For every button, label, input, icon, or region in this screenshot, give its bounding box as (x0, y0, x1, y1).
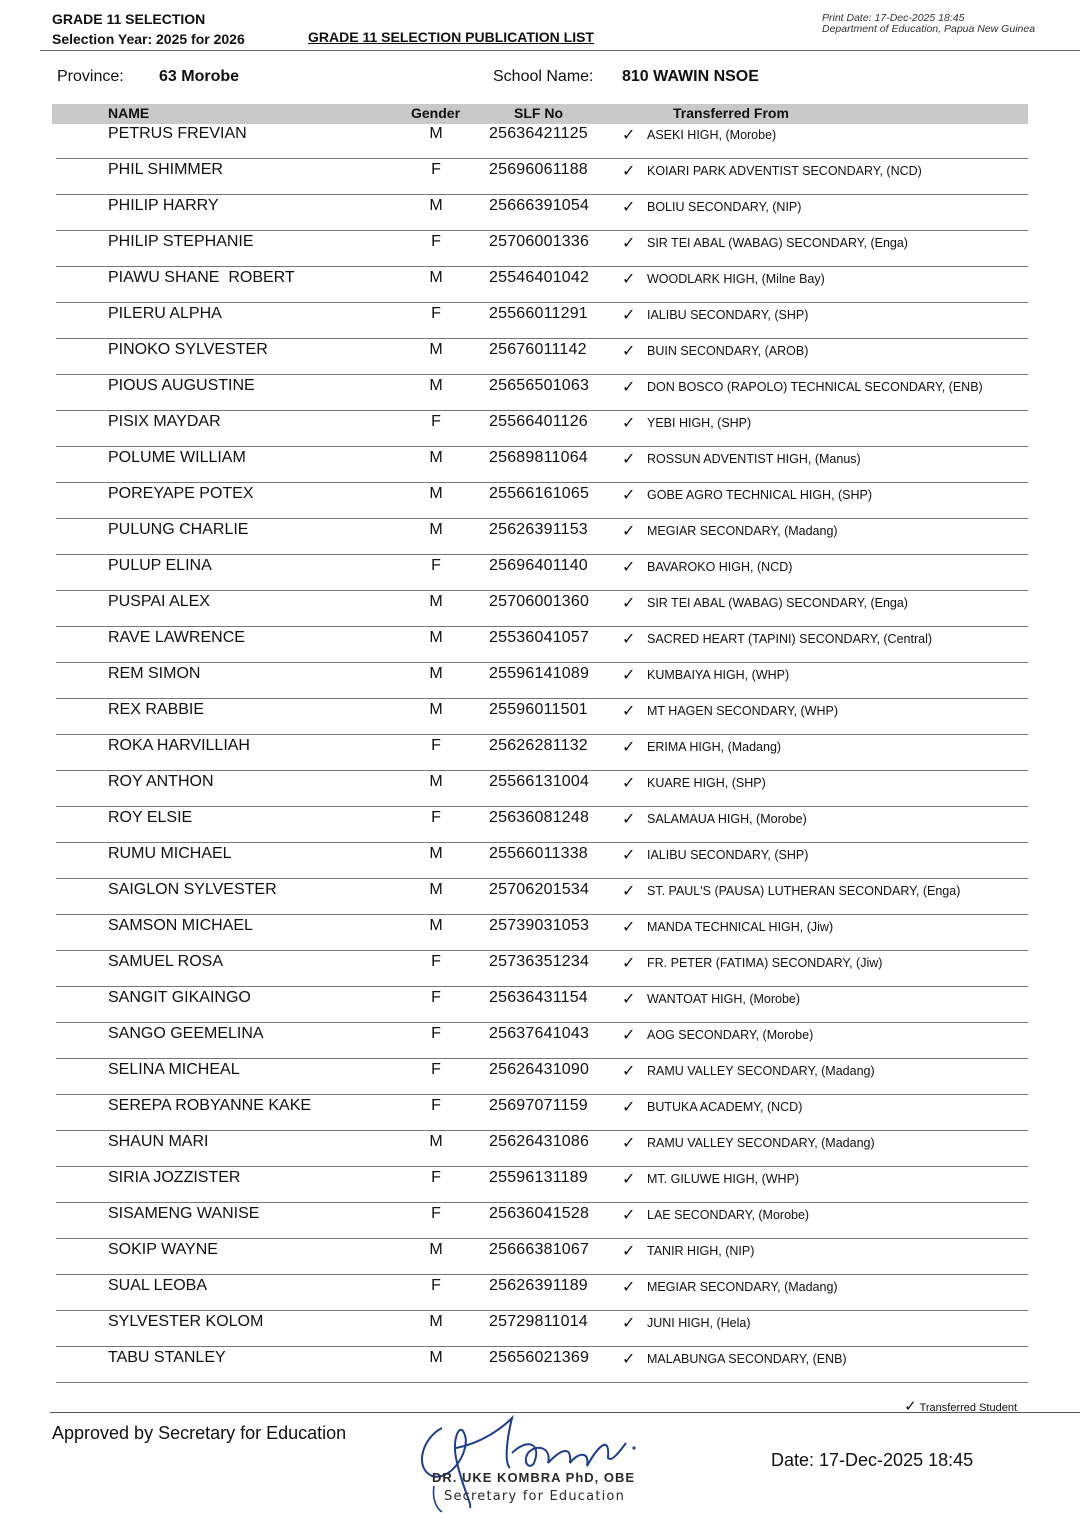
check-icon: ✓ (622, 811, 636, 828)
student-slf-number: 25666391054 (489, 197, 590, 214)
transferred-from: IALIBU SECONDARY, (SHP) (647, 308, 809, 322)
check-icon: ✓ (622, 559, 636, 576)
table-row (0, 1167, 1080, 1203)
student-slf-number: 25636081248 (489, 809, 590, 826)
check-icon: ✓ (622, 883, 636, 900)
table-row (0, 951, 1080, 987)
student-name: SIRIA JOZZISTER (108, 1169, 241, 1186)
student-gender: M (429, 845, 443, 862)
table-row (0, 591, 1080, 627)
student-name: ROKA HARVILLIAH (108, 737, 250, 754)
student-name: RAVE LAWRENCE (108, 629, 245, 646)
student-slf-number: 25697071159 (489, 1097, 588, 1114)
department-name: Department of Education, Papua New Guinea (822, 23, 1036, 35)
student-gender: F (431, 305, 441, 322)
header-divider (40, 50, 1080, 51)
student-gender: F (431, 1097, 441, 1114)
transferred-from: KOIARI PARK ADVENTIST SECONDARY, (NCD) (647, 164, 922, 178)
check-icon: ✓ (622, 1315, 636, 1332)
student-slf-number: 25636041528 (489, 1205, 590, 1222)
student-name: PHIL SHIMMER (108, 161, 223, 178)
approved-by: Approved by Secretary for Education (52, 1423, 347, 1443)
student-name: SAMUEL ROSA (108, 953, 223, 970)
student-slf-number: 25626391189 (489, 1277, 588, 1294)
column-header-gender: Gender (411, 105, 461, 121)
student-gender: M (429, 629, 443, 646)
student-gender: M (429, 125, 443, 142)
table-row (0, 555, 1080, 591)
check-icon: ✓ (622, 523, 636, 540)
student-name: POREYAPE POTEX (108, 485, 254, 502)
student-name: PULUP ELINA (108, 557, 212, 574)
student-gender: F (431, 737, 441, 754)
check-icon: ✓ (622, 1279, 636, 1296)
header-right (822, 13, 1044, 35)
check-icon: ✓ (622, 1099, 636, 1116)
student-table (0, 123, 1080, 1383)
table-row (0, 1059, 1080, 1095)
transferred-from: SIR TEI ABAL (WABAG) SECONDARY, (Enga) (647, 596, 908, 610)
check-icon: ✓ (622, 1027, 636, 1044)
student-gender: F (431, 557, 441, 574)
approval-date: Date: 17-Dec-2025 18:45 (771, 1450, 974, 1470)
student-name: POLUME WILLIAM (108, 449, 246, 466)
transferred-from: BUIN SECONDARY, (AROB) (647, 344, 809, 358)
table-row (0, 195, 1080, 231)
transferred-from: ASEKI HIGH, (Morobe) (647, 128, 777, 142)
student-name: REM SIMON (108, 665, 201, 682)
transferred-from: SIR TEI ABAL (WABAG) SECONDARY, (Enga) (647, 236, 908, 250)
selection-year: Selection Year: 2025 for 2026 (52, 31, 245, 47)
student-slf-number: 25656501063 (489, 377, 590, 394)
transferred-from: MALABUNGA SECONDARY, (ENB) (647, 1352, 847, 1366)
table-row (0, 447, 1080, 483)
student-name: PHILIP STEPHANIE (108, 233, 254, 250)
transferred-from: MEGIAR SECONDARY, (Madang) (647, 1280, 838, 1294)
student-slf-number: 25536041057 (489, 629, 590, 646)
transferred-from: MEGIAR SECONDARY, (Madang) (647, 524, 838, 538)
table-row (0, 1311, 1080, 1347)
column-header-transferred-from: Transferred From (673, 105, 789, 121)
student-name: PETRUS FREVIAN (108, 125, 247, 142)
grade-selection-heading: GRADE 11 SELECTION (52, 11, 206, 27)
transferred-from: BUTUKA ACADEMY, (NCD) (647, 1100, 803, 1114)
check-icon: ✓ (622, 199, 636, 216)
transferred-from: BAVAROKO HIGH, (NCD) (647, 560, 793, 574)
table-row (0, 915, 1080, 951)
student-gender: F (431, 1169, 441, 1186)
table-header (52, 104, 1028, 124)
check-icon: ✓ (622, 739, 636, 756)
table-row (0, 303, 1080, 339)
transferred-from: ST. PAUL'S (PAUSA) LUTHERAN SECONDARY, (Enga) (647, 884, 961, 898)
table-row (0, 483, 1080, 519)
check-icon: ✓ (622, 847, 636, 864)
table-row (0, 1275, 1080, 1311)
student-name: SANGIT GIKAINGO (108, 989, 251, 1006)
transferred-from: AOG SECONDARY, (Morobe) (647, 1028, 814, 1042)
column-header-slf: SLF No (514, 105, 563, 121)
student-slf-number: 25596011501 (489, 701, 588, 718)
student-name: SELINA MICHEAL (108, 1061, 240, 1078)
student-gender: M (429, 701, 443, 718)
student-gender: F (431, 989, 441, 1006)
student-gender: M (429, 917, 443, 934)
table-row (0, 627, 1080, 663)
student-slf-number: 25566161065 (489, 485, 590, 502)
student-name: ROY ANTHON (108, 773, 214, 790)
student-slf-number: 25626391153 (489, 521, 588, 538)
student-name: SUAL LEOBA (108, 1277, 208, 1294)
transferred-from: IALIBU SECONDARY, (SHP) (647, 848, 809, 862)
check-icon: ✓ (622, 1351, 636, 1368)
student-gender: F (431, 1025, 441, 1042)
student-gender: F (431, 161, 441, 178)
student-name: SAMSON MICHAEL (108, 917, 253, 934)
table-row (0, 879, 1080, 915)
signatory-title: Secretary for Education (444, 1489, 626, 1504)
check-icon: ✓ (622, 1135, 636, 1152)
transferred-from: KUMBAIYA HIGH, (WHP) (647, 668, 790, 682)
check-icon: ✓ (622, 775, 636, 792)
student-gender: M (429, 773, 443, 790)
transferred-from: MT. GILUWE HIGH, (WHP) (647, 1172, 800, 1186)
student-slf-number: 25689811064 (489, 449, 588, 466)
student-slf-number: 25666381067 (489, 1241, 590, 1258)
transferred-from: TANIR HIGH, (NIP) (647, 1244, 755, 1258)
student-gender: M (429, 881, 443, 898)
student-gender: F (431, 1061, 441, 1078)
transferred-from: GOBE AGRO TECHNICAL HIGH, (SHP) (647, 488, 873, 502)
transferred-from: YEBI HIGH, (SHP) (647, 416, 752, 430)
student-slf-number: 25626281132 (489, 737, 588, 754)
student-slf-number: 25566011291 (489, 305, 588, 322)
header-left (52, 9, 245, 49)
check-icon: ✓ (622, 235, 636, 252)
check-icon: ✓ (904, 1398, 917, 1415)
student-slf-number: 25656021369 (489, 1349, 590, 1366)
table-row (0, 1131, 1080, 1167)
check-icon: ✓ (622, 415, 636, 432)
table-row (0, 1203, 1080, 1239)
student-gender: F (431, 1205, 441, 1222)
transferred-from: MT HAGEN SECONDARY, (WHP) (647, 704, 838, 718)
table-row (0, 699, 1080, 735)
student-slf-number: 25706001360 (489, 593, 590, 610)
student-name: SANGO GEEMELINA (108, 1025, 264, 1042)
student-name: PINOKO SYLVESTER (108, 341, 268, 358)
table-row (0, 231, 1080, 267)
transferred-from: KUARE HIGH, (SHP) (647, 776, 766, 790)
student-slf-number: 25696061188 (489, 161, 588, 178)
student-gender: F (431, 809, 441, 826)
student-slf-number: 25596131189 (489, 1169, 588, 1186)
student-slf-number: 25596141089 (489, 665, 590, 682)
transferred-from: DON BOSCO (RAPOLO) TECHNICAL SECONDARY, (ENB) (647, 380, 983, 394)
student-gender: M (429, 197, 443, 214)
province-value: 63 Morobe (159, 68, 240, 85)
student-slf-number: 25676011142 (489, 341, 587, 358)
student-gender: M (429, 1133, 443, 1150)
table-row (0, 267, 1080, 303)
check-icon: ✓ (622, 1171, 636, 1188)
check-icon: ✓ (622, 703, 636, 720)
transferred-from: ERIMA HIGH, (Madang) (647, 740, 782, 754)
student-gender: F (431, 1277, 441, 1294)
check-icon: ✓ (622, 1063, 636, 1080)
table-row (0, 1023, 1080, 1059)
student-name: SHAUN MARI (108, 1133, 209, 1150)
student-gender: M (429, 521, 443, 538)
student-name: REX RABBIE (108, 701, 205, 718)
table-row (0, 1095, 1080, 1131)
student-name: SOKIP WAYNE (108, 1241, 218, 1258)
table-row (0, 771, 1080, 807)
student-gender: M (429, 377, 443, 394)
transferred-from: WOODLARK HIGH, (Milne Bay) (647, 272, 825, 286)
transferred-from: JUNI HIGH, (Hela) (647, 1316, 751, 1330)
student-name: PILERU ALPHA (108, 305, 222, 322)
student-gender: F (431, 953, 441, 970)
school-value: 810 WAWIN NSOE (622, 68, 759, 85)
school-label: School Name: (493, 68, 594, 85)
table-row (0, 375, 1080, 411)
student-slf-number: 25626431090 (489, 1061, 590, 1078)
table-row (0, 1239, 1080, 1275)
check-icon: ✓ (622, 451, 636, 468)
transferred-from: BOLIU SECONDARY, (NIP) (647, 200, 802, 214)
check-icon: ✓ (622, 487, 636, 504)
table-row (0, 663, 1080, 699)
student-gender: M (429, 1241, 443, 1258)
transferred-from: LAE SECONDARY, (Morobe) (647, 1208, 810, 1222)
check-icon: ✓ (622, 631, 636, 648)
student-slf-number: 25739031053 (489, 917, 590, 934)
transferred-from: FR. PETER (FATIMA) SECONDARY, (Jiw) (647, 956, 883, 970)
legend-text: Transferred Student (919, 1402, 1017, 1414)
student-slf-number: 25566011338 (489, 845, 588, 862)
student-slf-number: 25566131004 (489, 773, 590, 790)
student-name: SAIGLON SYLVESTER (108, 881, 277, 898)
student-name: SEREPA ROBYANNE KAKE (108, 1097, 312, 1114)
student-slf-number: 25566401126 (489, 413, 588, 430)
check-icon: ✓ (622, 163, 636, 180)
table-row (0, 339, 1080, 375)
check-icon: ✓ (622, 271, 636, 288)
transferred-from: RAMU VALLEY SECONDARY, (Madang) (647, 1136, 875, 1150)
student-name: PISIX MAYDAR (108, 413, 221, 430)
student-name: PHILIP HARRY (108, 197, 219, 214)
check-icon: ✓ (622, 919, 636, 936)
check-icon: ✓ (622, 667, 636, 684)
table-row (0, 987, 1080, 1023)
student-gender: F (431, 233, 441, 250)
check-icon: ✓ (622, 307, 636, 324)
transferred-from: SALAMAUA HIGH, (Morobe) (647, 812, 807, 826)
table-row (0, 1347, 1080, 1383)
transferred-from: MANDA TECHNICAL HIGH, (Jiw) (647, 920, 834, 934)
student-slf-number: 25706201534 (489, 881, 590, 898)
student-gender: M (429, 665, 443, 682)
table-row (0, 159, 1080, 195)
table-row (0, 123, 1080, 159)
student-slf-number: 25636431154 (489, 989, 588, 1006)
student-name: RUMU MICHAEL (108, 845, 232, 862)
student-gender: F (431, 413, 441, 430)
transferred-from: ROSSUN ADVENTIST HIGH, (Manus) (647, 452, 861, 466)
student-slf-number: 25696401140 (489, 557, 588, 574)
student-name: PUSPAI ALEX (108, 593, 210, 610)
check-icon: ✓ (622, 991, 636, 1008)
transferred-from: RAMU VALLEY SECONDARY, (Madang) (647, 1064, 875, 1078)
publication-list-title: GRADE 11 SELECTION PUBLICATION LIST (308, 29, 594, 45)
table-row (0, 843, 1080, 879)
check-icon: ✓ (622, 343, 636, 360)
column-header-name: NAME (108, 105, 150, 121)
check-icon: ✓ (622, 127, 636, 144)
check-icon: ✓ (622, 379, 636, 396)
table-row (0, 519, 1080, 555)
check-icon: ✓ (622, 1243, 636, 1260)
student-name: PIOUS AUGUSTINE (108, 377, 255, 394)
transferred-from: WANTOAT HIGH, (Morobe) (647, 992, 801, 1006)
student-gender: M (429, 269, 443, 286)
check-icon: ✓ (622, 1207, 636, 1224)
province-label: Province: (57, 68, 124, 85)
student-name: PIAWU SHANE ROBERT (108, 269, 295, 286)
table-row (0, 411, 1080, 447)
student-slf-number: 25637641043 (489, 1025, 590, 1042)
student-slf-number: 25546401042 (489, 269, 590, 286)
check-icon: ✓ (622, 595, 636, 612)
check-icon: ✓ (622, 955, 636, 972)
student-gender: M (429, 485, 443, 502)
province-school-row (0, 68, 1080, 90)
student-name: TABU STANLEY (108, 1349, 226, 1366)
signatory-name: DR. UKE KOMBRA PhD, OBE (432, 1470, 636, 1485)
student-slf-number: 25729811014 (489, 1313, 588, 1330)
student-name: SISAMENG WANISE (108, 1205, 260, 1222)
table-row (0, 735, 1080, 771)
student-slf-number: 25636421125 (489, 125, 588, 142)
student-gender: M (429, 1313, 443, 1330)
student-gender: M (429, 1349, 443, 1366)
transferred-from: SACRED HEART (TAPINI) SECONDARY, (Central) (647, 632, 933, 646)
student-gender: M (429, 449, 443, 466)
student-name: SYLVESTER KOLOM (108, 1313, 264, 1330)
student-slf-number: 25706001336 (489, 233, 590, 250)
student-slf-number: 25626431086 (489, 1133, 590, 1150)
table-row (0, 807, 1080, 843)
student-name: PULUNG CHARLIE (108, 521, 249, 538)
student-gender: M (429, 593, 443, 610)
print-date: Print Date: 17-Dec-2025 18:45 (822, 12, 965, 24)
student-slf-number: 25736351234 (489, 953, 590, 970)
student-gender: M (429, 341, 443, 358)
student-name: ROY ELSIE (108, 809, 193, 826)
